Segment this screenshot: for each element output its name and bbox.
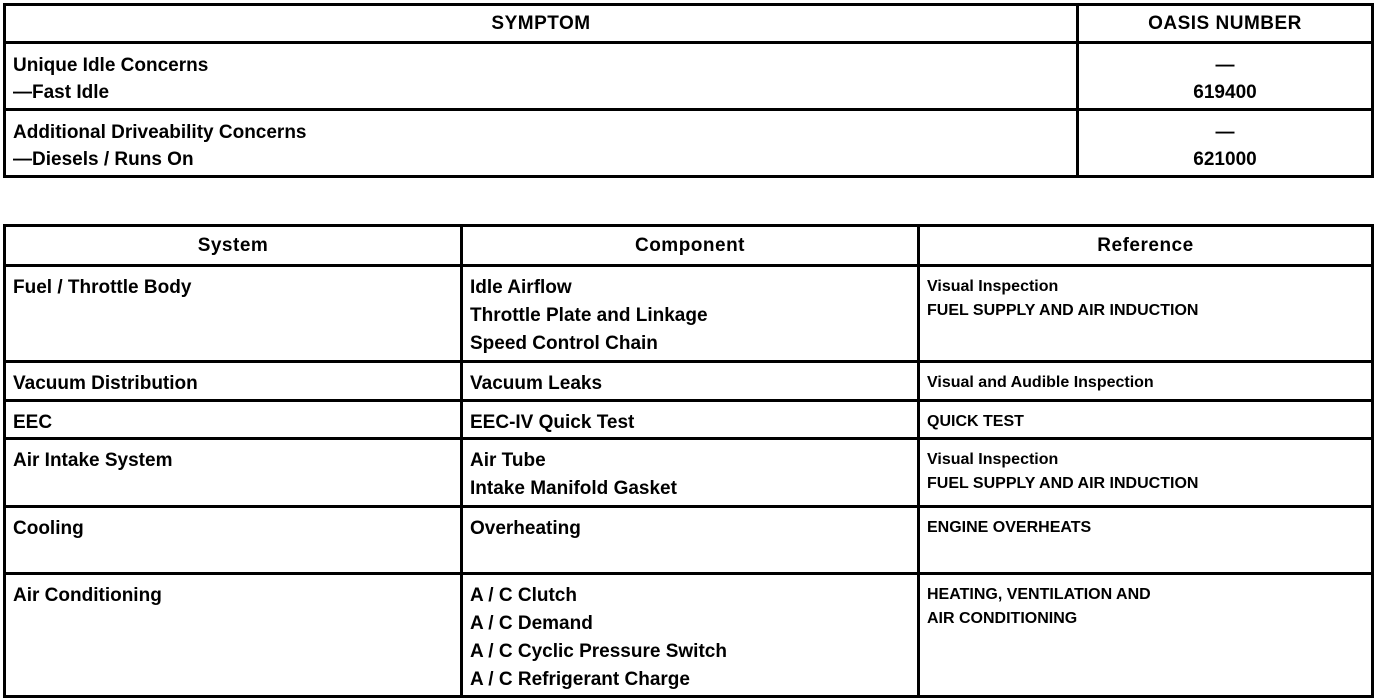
reference-cell <box>919 362 1373 401</box>
system-cell: Cooling <box>5 507 462 574</box>
table-row <box>5 266 1373 362</box>
oasis-cell <box>1078 43 1373 110</box>
component-item: A / C Demand <box>470 613 593 634</box>
system-cell: EEC <box>5 401 462 439</box>
component-item: Overheating <box>470 518 581 539</box>
reference-line: ENGINE OVERHEATS <box>927 519 1092 536</box>
symptom-header-row <box>5 5 1373 43</box>
symptom-column-header: SYMPTOM <box>5 5 1078 43</box>
oasis-number: 619400 <box>1193 82 1257 103</box>
symptom-line: —Diesels / Runs On <box>13 149 194 170</box>
reference-cell <box>919 507 1373 574</box>
reference-line: FUEL SUPPLY AND AIR INDUCTION <box>927 302 1199 319</box>
component-item: Throttle Plate and Linkage <box>470 305 708 326</box>
symptom-table <box>3 3 1374 178</box>
system-cell: Vacuum Distribution <box>5 362 462 401</box>
reference-cell <box>919 266 1373 362</box>
symptom-cell <box>5 110 1078 177</box>
component-item: Idle Airflow <box>470 277 572 298</box>
reference-cell <box>919 574 1373 697</box>
component-cell <box>462 362 919 401</box>
reference-line: Visual Inspection <box>927 278 1059 295</box>
reference-column-header: Reference <box>919 226 1373 266</box>
reference-line: Visual Inspection <box>927 451 1059 468</box>
table-row <box>5 507 1373 574</box>
oasis-line: — <box>1215 55 1235 76</box>
system-cell: Air Conditioning <box>5 574 462 697</box>
symptom-cell <box>5 43 1078 110</box>
symptom-line: Additional Driveability Concerns <box>13 122 307 143</box>
component-item: Intake Manifold Gasket <box>470 478 677 499</box>
component-item: Speed Control Chain <box>470 333 658 354</box>
reference-cell <box>919 401 1373 439</box>
component-item: Vacuum Leaks <box>470 373 603 394</box>
table-row <box>5 574 1373 697</box>
component-cell <box>462 401 919 439</box>
system-column-header: System <box>5 226 462 266</box>
oasis-cell <box>1078 110 1373 177</box>
component-cell <box>462 439 919 507</box>
diagnostic-table <box>3 224 1374 698</box>
oasis-line: — <box>1215 122 1235 143</box>
table-row <box>5 43 1373 110</box>
reference-cell <box>919 439 1373 507</box>
symptom-line: Unique Idle Concerns <box>13 55 209 76</box>
symptom-line: —Fast Idle <box>13 82 110 103</box>
table-row <box>5 439 1373 507</box>
component-cell <box>462 507 919 574</box>
system-cell: Air Intake System <box>5 439 462 507</box>
system-cell: Fuel / Throttle Body <box>5 266 462 362</box>
oasis-number: 621000 <box>1193 149 1257 170</box>
component-cell <box>462 266 919 362</box>
oasis-column-header: OASIS NUMBER <box>1078 5 1373 43</box>
reference-line: QUICK TEST <box>927 413 1024 430</box>
table-row <box>5 401 1373 439</box>
component-item: EEC-IV Quick Test <box>470 412 635 433</box>
component-item: A / C Clutch <box>470 585 577 606</box>
reference-line: HEATING, VENTILATION AND <box>927 586 1151 603</box>
component-cell <box>462 574 919 697</box>
component-item: Air Tube <box>470 450 546 471</box>
component-item: A / C Refrigerant Charge <box>470 669 690 690</box>
component-column-header: Component <box>462 226 919 266</box>
reference-line: FUEL SUPPLY AND AIR INDUCTION <box>927 475 1199 492</box>
component-item: A / C Cyclic Pressure Switch <box>470 641 727 662</box>
table-row <box>5 110 1373 177</box>
reference-line: AIR CONDITIONING <box>927 610 1078 627</box>
diagnostic-header-row <box>5 226 1373 266</box>
reference-line: Visual and Audible Inspection <box>927 374 1154 391</box>
table-row <box>5 362 1373 401</box>
